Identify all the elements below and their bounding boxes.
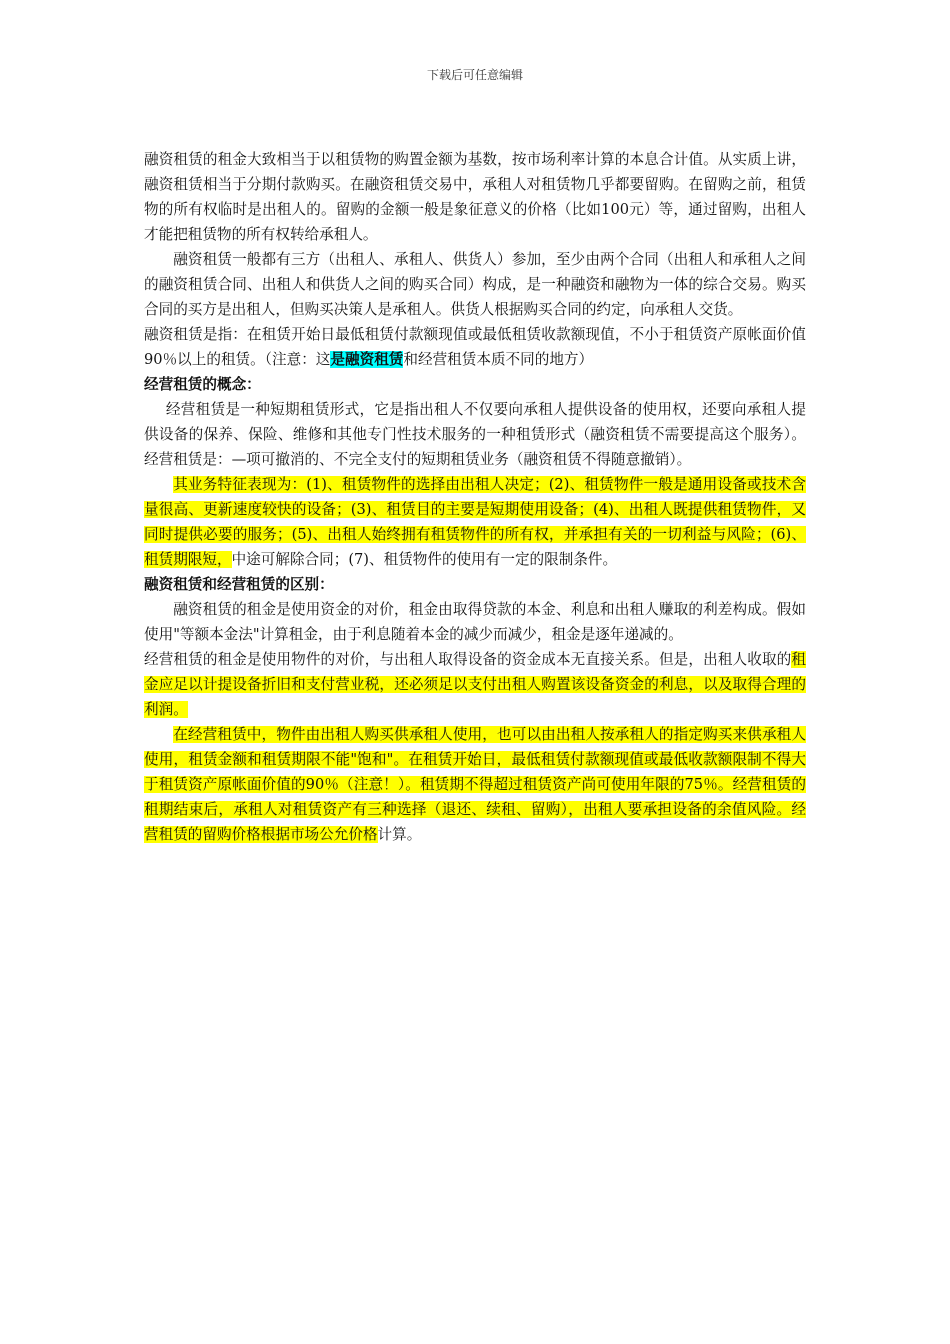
text-run: 融资租赁是指：在租赁开始日最低租赁付款额现值或最低租赁收款额现值，不小于租赁资产原帐面价值90％以上的租赁。（注意：这: [144, 326, 806, 368]
paragraph-finance-lease-definition: [144, 322, 806, 372]
text-run: 计算。: [377, 826, 422, 843]
paragraph-three-parties: 融资租赁一般都有三方（出租人、承租人、供货人）参加，至少由两个合同（出租人和承租人之间的融资租赁合同、出租人和供货人之间的购买合同）构成，是一种融资和融物为一体的综合交易。购买合同的买方是出租人，但购买决策人是承租人。供货人根据购买合同的约定，向承租人交货。: [144, 251, 806, 318]
highlighted-text-yellow: 其业务特征表现为：(1)、租赁物件的选择由出租人决定；(2)、租赁物件一般是通用设备或技术含量很高、更新速度较快的设备；(3)、租赁目的主要是短期使用设备；(4)、出租人既提供租赁物件，又同时提供必要的服务；(5)、出租人始终拥有租赁物件的所有权，并承担有关的一切利益与风险；(6)、租赁期限短，: [144, 476, 806, 568]
highlighted-text-cyan: 是融资租赁: [330, 351, 404, 368]
paragraph-operating-lease-rent: [144, 647, 806, 722]
text-run: 中途可解除合同；(7)、租赁物件的使用有一定的限制条件。: [231, 551, 618, 568]
paragraph-business-features: [144, 472, 806, 572]
paragraph-operating-lease: 经营租赁是一种短期租赁形式，它是指出租人不仅要向承租人提供设备的使用权，还要向承租人提供设备的保养、保险、维修和其他专门性技术服务的一种租赁形式（融资租赁不需要提高这个服务）。经营租赁是：—项可撤消的、不完全支付的短期租赁业务（融资租赁不得随意撤销）。: [144, 401, 806, 468]
paragraph-finance-lease-rent: 融资租赁的租金是使用资金的对价，租金由取得贷款的本金、利息和出租人赚取的利差构成。假如使用"等额本金法"计算租金，由于利息随着本金的减少而减少，租金是逐年递减的。: [144, 601, 806, 643]
paragraph-lease-rent: 融资租赁的租金大致相当于以租赁物的购置金额为基数，按市场利率计算的本息合计值。从实质上讲，融资租赁相当于分期付款购买。在融资租赁交易中，承租人对租赁物几乎都要留购。在留购之前，租赁物的所有权临时是出租人的。留购的金额一般是象征意义的价格（比如100元）等，通过留购，出租人才能把租赁物的所有权转给承租人。: [144, 151, 806, 243]
highlighted-text-yellow: 租金应足以计提设备折旧和支付营业税，还必须足以支付出租人购置该设备资金的利息，以及取得合理的利润。: [144, 651, 806, 718]
page-header: 下载后可任意编辑: [426, 68, 523, 82]
text-run: 经营租赁的租金是使用物件的对价，与出租人取得设备的资金成本无直接关系。但是，出租人收取的: [144, 651, 792, 668]
paragraph-operating-lease-terms: [144, 722, 806, 847]
document-body: [144, 147, 806, 847]
heading-operating-lease-concept: 经营租赁的概念：: [144, 376, 261, 393]
heading-difference: 融资租赁和经营租赁的区别：: [144, 576, 334, 593]
text-run: 和经营租赁本质不同的地方）: [403, 351, 594, 368]
highlighted-text-yellow: 在经营租赁中，物件由出租人购买供承租人使用，也可以由出租人按承租人的指定购买来供承租人使用，租赁金额和租赁期限不能"饱和"。在租赁开始日，最低租赁付款额现值或最低收款额限制不得大于租赁资产原帐面价值的90％（注意！）。租赁期不得超过租赁资产尚可使用年限的75％。经营租赁的租期结束后，承租人对租赁资产有三种选择（退还、续租、留购），出租人要承担设备的余值风险。经营租赁的留购价格根据市场公允价格: [144, 726, 806, 843]
